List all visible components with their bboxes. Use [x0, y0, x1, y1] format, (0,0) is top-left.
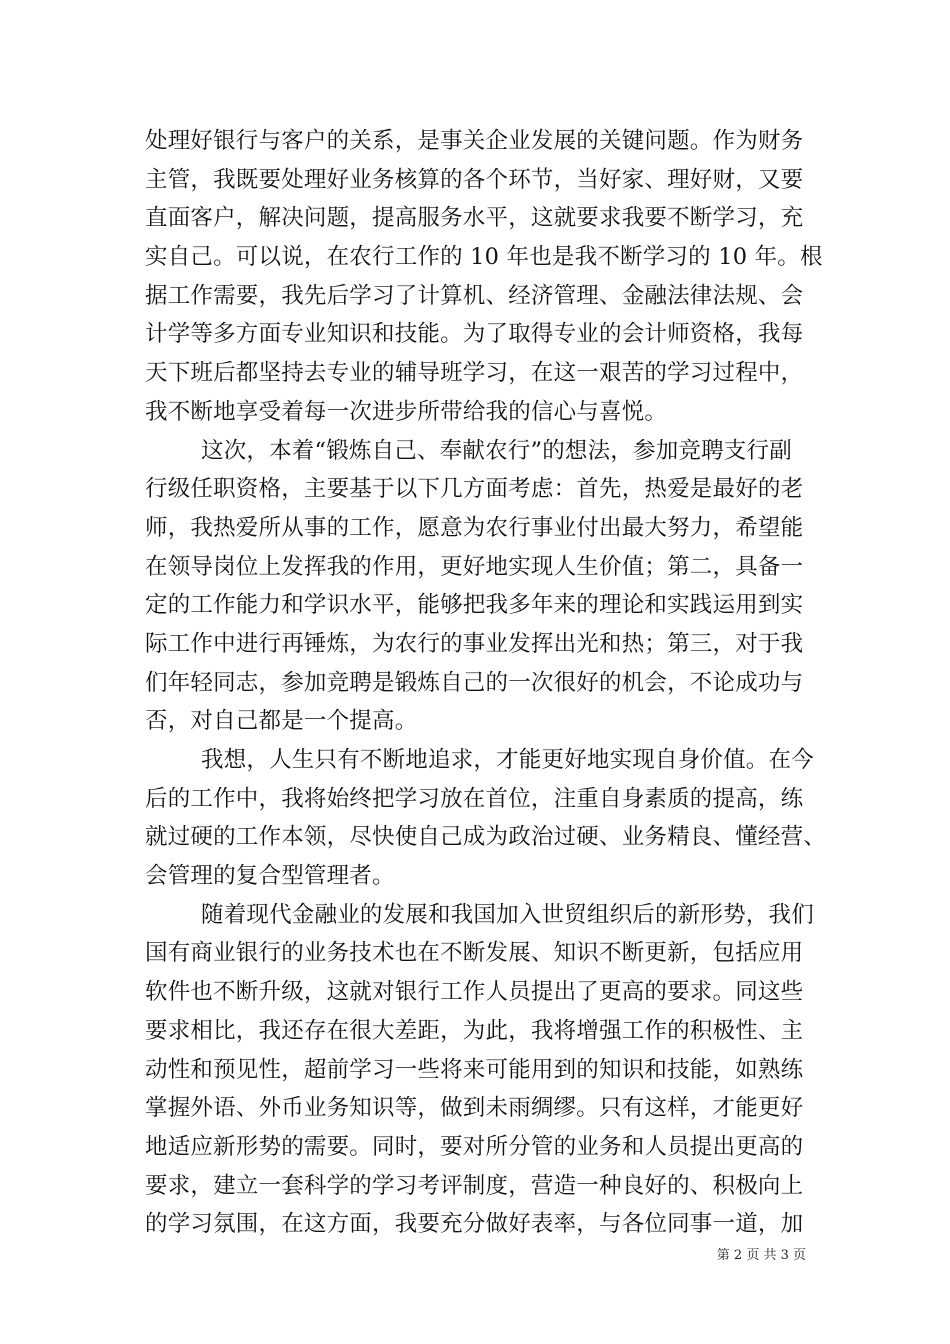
text-line: 会管理的复合型管理者。 [145, 863, 395, 890]
text-line: 就过硬的工作本领，尽快使自己成为政治过硬、业务精良、懂经营、 [145, 824, 827, 851]
text-line: 实自己。可以说，在农行工作的 10 年也是我不断学习的 10 年。根 [145, 244, 823, 271]
text-line: 后的工作中，我将始终把学习放在首位，注重自身素质的提高，练 [145, 785, 804, 812]
text-line: 我不断地享受着每一次进步所带给我的信心与喜悦。 [145, 398, 668, 425]
text-line: 际工作中进行再锤炼，为农行的事业发挥出光和热；第三，对于我 [145, 630, 804, 657]
text-line: 要求，建立一套科学的学习考评制度，营造一种良好的、积极向上 [145, 1172, 804, 1199]
paragraph-first-line: 随着现代金融业的发展和我国加入世贸组织后的新形势，我们 [201, 901, 814, 928]
text-line: 直面客户，解决问题，提高服务水平，这就要求我要不断学习，充 [145, 205, 804, 232]
body-text [145, 122, 827, 1244]
text-line: 主管，我既要处理好业务核算的各个环节，当好家、理好财，又要 [145, 166, 804, 193]
page-number: 第 2 页 共 3 页 [716, 1248, 806, 1263]
text-line: 计学等多方面专业知识和技能。为了取得专业的会计师资格，我每 [145, 321, 804, 348]
text-line: 行级任职资格，主要基于以下几方面考虑：首先，热爱是最好的老 [145, 476, 804, 503]
text-line: 地适应新形势的需要。同时，要对所分管的业务和人员提出更高的 [145, 1133, 804, 1160]
text-line: 的学习氛围，在这方面，我要充分做好表率，与各位同事一道，加 [145, 1211, 804, 1238]
text-line: 据工作需要，我先后学习了计算机、经济管理、金融法律法规、会 [145, 282, 804, 309]
text-line: 国有商业银行的业务技术也在不断发展、知识不断更新，包括应用 [145, 940, 804, 967]
text-line: 要求相比，我还存在很大差距，为此，我将增强工作的积极性、主 [145, 1017, 804, 1044]
text-line: 师，我热爱所从事的工作，愿意为农行事业付出最大努力，希望能 [145, 514, 804, 541]
paragraph-first-line: 这次，本着“锻炼自己、奉献农行”的想法，参加竞聘支行副 [201, 437, 792, 464]
text-line: 否，对自己都是一个提高。 [145, 708, 418, 735]
text-line: 动性和预见性，超前学习一些将来可能用到的知识和技能，如熟练 [145, 1056, 804, 1083]
text-line: 在领导岗位上发挥我的作用，更好地实现人生价值；第二，具备一 [145, 553, 804, 580]
text-line: 软件也不断升级，这就对银行工作人员提出了更高的要求。同这些 [145, 979, 804, 1006]
text-line: 们年轻同志，参加竞聘是锻炼自己的一次很好的机会，不论成功与 [145, 669, 804, 696]
text-line: 定的工作能力和学识水平，能够把我多年来的理论和实践运用到实 [145, 592, 804, 619]
paragraph-first-line: 我想，人生只有不断地追求，才能更好地实现自身价值。在今 [201, 747, 814, 773]
text-line: 处理好银行与客户的关系，是事关企业发展的关键问题。作为财务 [145, 128, 804, 154]
text-line: 天下班后都坚持去专业的辅导班学习，在这一艰苦的学习过程中， [145, 360, 804, 387]
text-line: 掌握外语、外币业务知识等，做到未雨绸缪。只有这样，才能更好 [145, 1095, 804, 1122]
